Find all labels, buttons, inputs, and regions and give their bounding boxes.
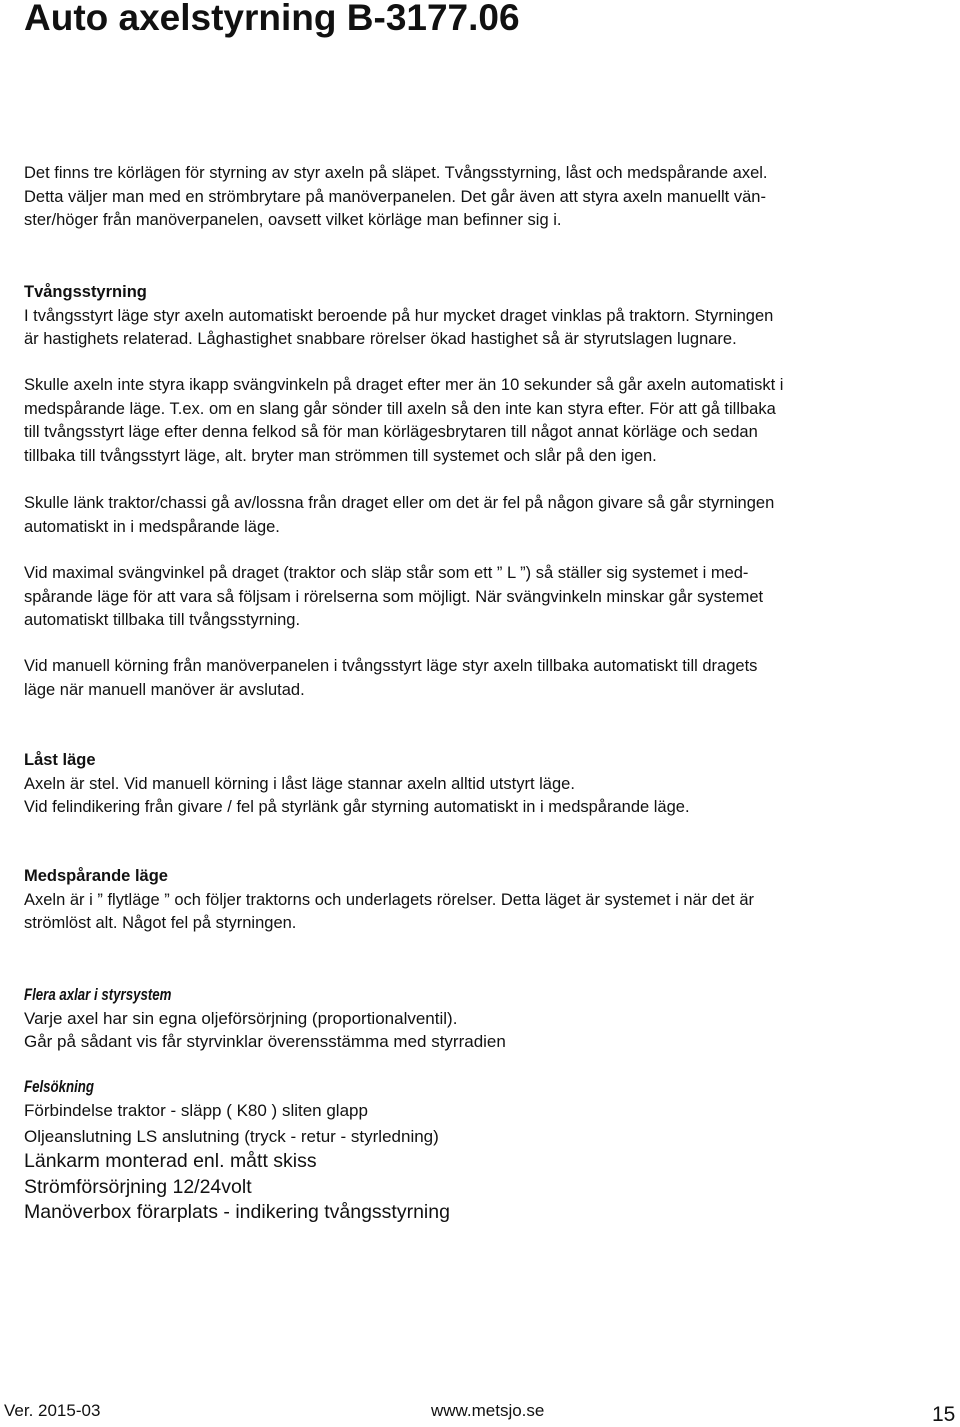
text-line: Går på sådant vis får styrvinklar överensstämma med styrradien bbox=[24, 1032, 506, 1051]
text-line: läge när manuell manöver är avslutad. bbox=[24, 680, 305, 699]
tvang-paragraph-4 bbox=[24, 562, 924, 633]
medsparande-section bbox=[24, 865, 924, 936]
footer-website: www.metsjo.se bbox=[431, 1401, 545, 1420]
section-heading-tvangsstyrning: Tvångsstyrning bbox=[24, 283, 147, 301]
last-lage-section bbox=[24, 749, 924, 820]
felsokning-list-large bbox=[24, 1149, 924, 1226]
section-heading-felsokning: Felsökning bbox=[24, 1077, 94, 1096]
felsokning-section bbox=[24, 1075, 924, 1150]
text-line: till tvångsstyrt läge efter denna felkod så för man körlägesbrytaren till något annat körläge och sedan bbox=[24, 423, 758, 441]
text-line: I tvångsstyrt läge styr axeln automatiskt beroende på hur mycket draget vinklas på traktorn. Styrningen bbox=[24, 306, 774, 325]
text-line: Skulle axeln inte styra ikapp svängvinkeln på draget efter mer än 10 sekunder så går axeln automatiskt i bbox=[24, 376, 784, 394]
text-line: automatiskt tillbaka till tvångsstyrning. bbox=[24, 611, 301, 629]
section-heading-medsparande: Medspårande läge bbox=[24, 867, 168, 885]
text-line: Axeln är i ” flytläge ” och följer traktorns och underlagets rörelser. Detta läget är systemet i när det är bbox=[24, 890, 754, 909]
flera-axlar-section bbox=[24, 983, 924, 1054]
section-heading-last-lage: Låst läge bbox=[24, 751, 96, 769]
tvang-paragraph-2 bbox=[24, 374, 924, 468]
text-line: tillbaka till tvångsstyrt läge, alt. bryter man strömmen till systemet och slår på den igen. bbox=[24, 446, 657, 465]
tvang-paragraph-3 bbox=[24, 492, 924, 539]
text-line: Oljeanslutning LS anslutning (tryck - retur - styrledning) bbox=[24, 1127, 439, 1146]
text-line: Vid felindikering från givare / fel på styrlänk går styrning automatiskt in i medspårande läge. bbox=[24, 798, 690, 816]
tvang-paragraph-5 bbox=[24, 655, 924, 702]
text-line: Vid manuell körning från manöverpanelen i tvångsstyrt läge styr axeln tillbaka automatiskt till dragets bbox=[24, 657, 758, 675]
text-line: Detta väljer man med en strömbrytare på manöverpanelen. Det går även att styra axeln manuellt vän- bbox=[24, 187, 766, 206]
text-line: är hastighets relaterad. Låghastighet snabbare rörelser ökad hastighet så är styrutslagen lugnare. bbox=[24, 330, 737, 348]
page-number: 15 bbox=[932, 1403, 956, 1426]
text-line: Skulle länk traktor/chassi gå av/lossna från draget eller om det är fel på någon givare så går styrningen bbox=[24, 494, 775, 512]
text-line: Det finns tre körlägen för styrning av styr axeln på släpet. Tvångsstyrning, låst och medspårande axel. bbox=[24, 164, 768, 182]
text-line: Länkarm monterad enl. mått skiss bbox=[24, 1150, 317, 1172]
text-line: automatiskt in i medspårande läge. bbox=[24, 517, 280, 536]
text-line: Förbindelse traktor - släpp ( K80 ) sliten glapp bbox=[24, 1101, 368, 1120]
text-line: Varje axel har sin egna oljeförsörjning (proportionalventil). bbox=[24, 1008, 458, 1028]
text-line: Strömförsörjning 12/24volt bbox=[24, 1175, 252, 1198]
text-line: Vid maximal svängvinkel på draget (traktor och släp står som ett ” L ”) så ställer sig systemet i med- bbox=[24, 564, 749, 582]
footer-version: Ver. 2015-03 bbox=[4, 1401, 101, 1420]
text-line: strömlöst alt. Något fel på styrningen. bbox=[24, 914, 297, 932]
tvangsstyrning-section bbox=[24, 281, 924, 352]
text-line: ster/höger från manöverpanelen, oavsett vilket körläge man befinner sig i. bbox=[24, 211, 562, 229]
section-heading-flera-axlar: Flera axlar i styrsystem bbox=[24, 985, 172, 1004]
text-line: Manöverbox förarplats - indikering tvångsstyrning bbox=[24, 1201, 450, 1223]
intro-paragraph bbox=[24, 162, 924, 233]
text-line: Axeln är stel. Vid manuell körning i låst läge stannar axeln alltid utstyrt läge. bbox=[24, 774, 575, 793]
page-title: Auto axelstyrning B-3177.06 bbox=[24, 0, 520, 38]
text-line: spårande läge för att vara så följsam i rörelserna som möjligt. När svängvinkeln minskar går systemet bbox=[24, 587, 764, 606]
text-line: medspårande läge. T.ex. om en slang går sönder till axeln så den inte kan styra efter. För att gå tillbaka bbox=[24, 399, 776, 418]
